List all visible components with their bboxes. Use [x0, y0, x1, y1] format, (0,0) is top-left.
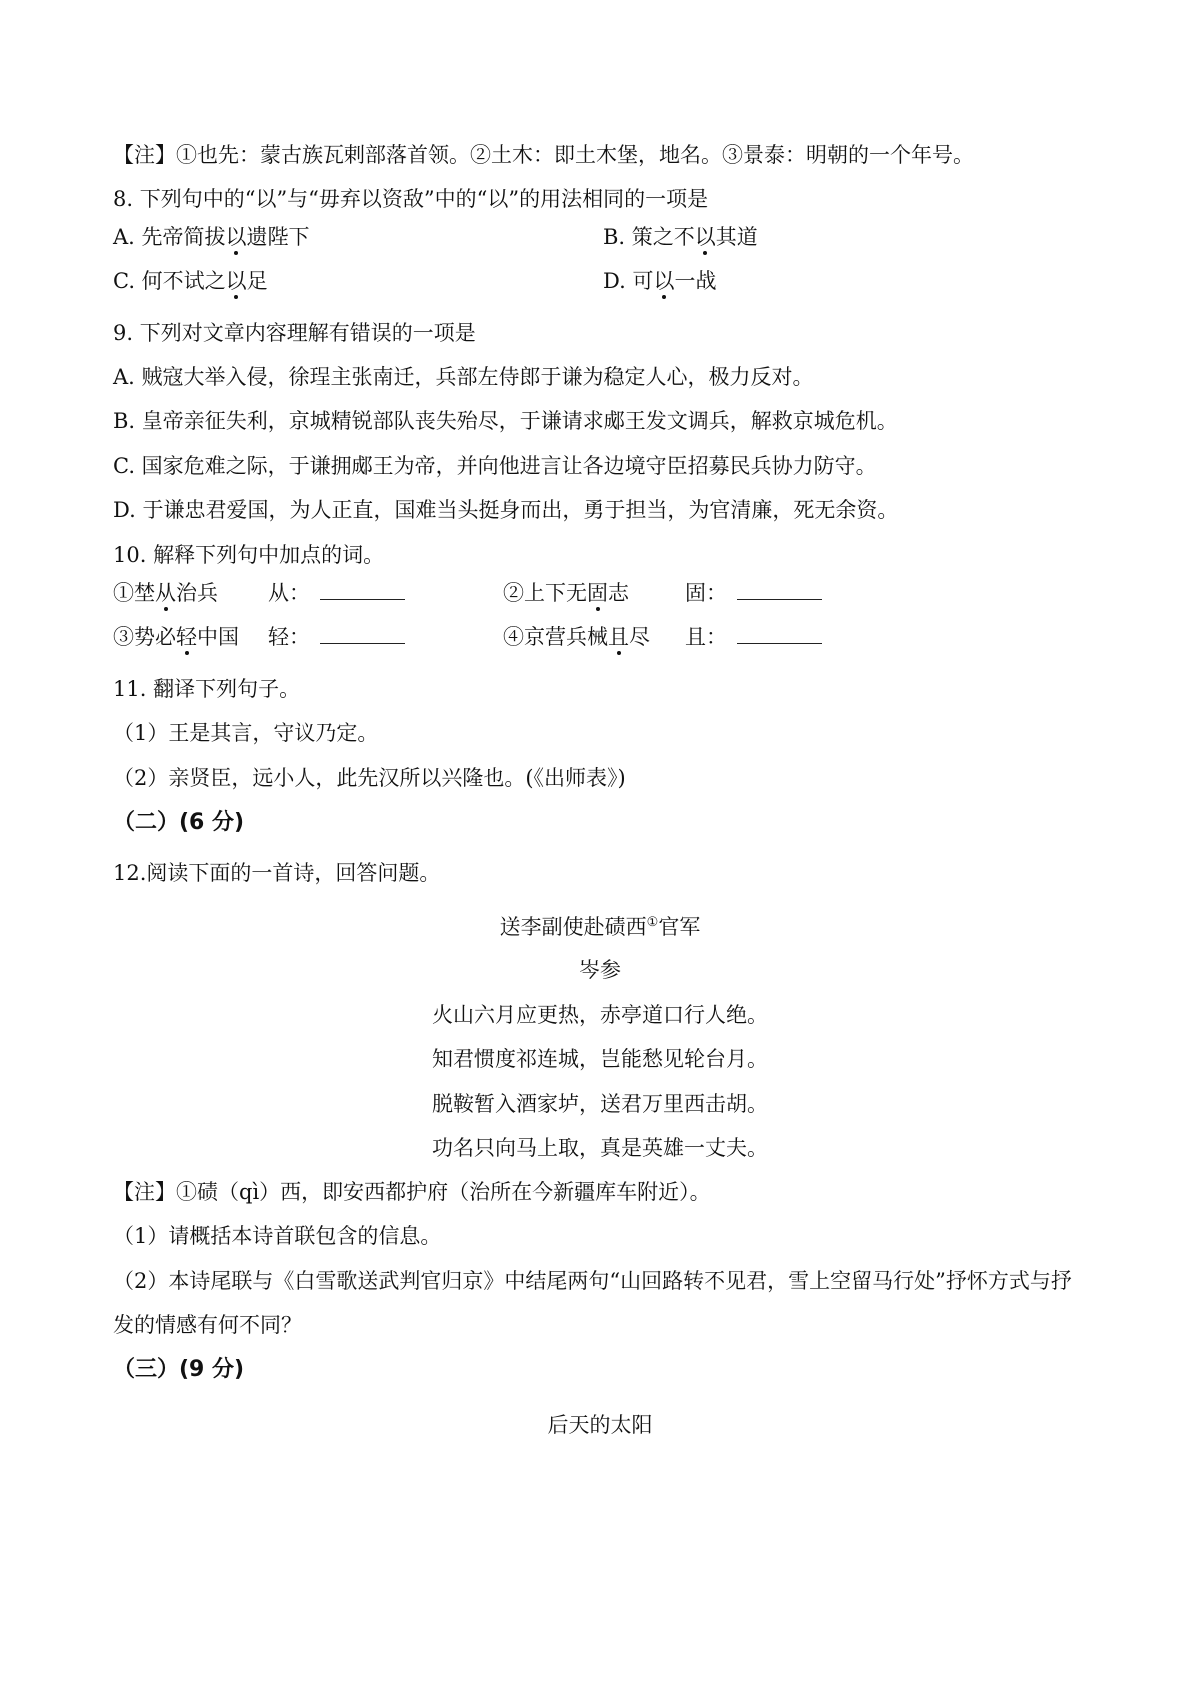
- answer-blank[interactable]: [320, 623, 405, 644]
- q10-answer-2: 固：: [685, 578, 822, 608]
- q11-sentence-1: （1）王是其言，守议乃定。: [113, 721, 379, 745]
- q9-option-d: D. 于谦忠君爱国，为人正直，国难当头挺身而出，勇于担当，为官清廉，死无余资。: [113, 498, 899, 522]
- poem-author: 岑参: [579, 958, 621, 982]
- poem-line-3: 脱鞍暂入酒家垆，送君万里西击胡。: [432, 1092, 768, 1116]
- poem-line-4: 功名只向马上取，真是英雄一丈夫。: [432, 1136, 768, 1160]
- answer-blank[interactable]: [737, 579, 822, 600]
- emphasis-dot-char: 轻: [176, 625, 197, 649]
- q12-subquestion-2-line-1: （2）本诗尾联与《白雪歌送武判官归京》中结尾两句“山回路转不见君，雪上空留马行处”抒怀方式与抒: [113, 1269, 1072, 1293]
- question-9-stem: 9. 下列对文章内容理解有错误的一项是: [113, 321, 476, 345]
- poem-line-1: 火山六月应更热，赤亭道口行人绝。: [432, 1003, 768, 1027]
- q8-option-b: B. 策之不以其道: [603, 225, 758, 249]
- q8-option-a: A. 先帝简拔以遗陛下: [113, 225, 310, 249]
- emphasis-dot-char: 以: [694, 225, 716, 249]
- q9-option-c: C. 国家危难之际，于谦拥郕王为帝，并向他进言让各边境守臣招募民兵协力防守。: [113, 454, 877, 478]
- annotation-note: 【注】①也先：蒙古族瓦剌部落首领。②土木：即土木堡，地名。③景泰：明朝的一个年号。: [113, 143, 974, 167]
- emphasis-dot-char: 以: [653, 269, 675, 293]
- question-12-stem: 12.阅读下面的一首诗，回答问题。: [113, 861, 441, 885]
- q10-answer-4: 且：: [685, 622, 822, 652]
- section-heading-3: （三）(9 分): [113, 1357, 245, 1382]
- q10-item-3: ③势必轻中国: [113, 625, 239, 649]
- emphasis-dot-char: 从: [155, 581, 176, 605]
- poem-title: 送李副使赴碛西①官军: [499, 915, 701, 939]
- q10-answer-3: 轻：: [268, 622, 405, 652]
- footnote-marker: ①: [646, 915, 659, 930]
- essay-title: 后天的太阳: [547, 1413, 653, 1437]
- q11-sentence-2: （2）亲贤臣，远小人，此先汉所以兴隆也。(《出师表》): [113, 766, 626, 790]
- q9-option-b: B. 皇帝亲征失利，京城精锐部队丧失殆尽，于谦请求郕王发文调兵，解救京城危机。: [113, 409, 898, 433]
- emphasis-dot-char: 固: [587, 581, 608, 605]
- q10-item-4: ④京营兵械且尽: [503, 625, 650, 649]
- q12-subquestion-1: （1）请概括本诗首联包含的信息。: [113, 1224, 442, 1248]
- q10-answer-1: 从：: [268, 578, 405, 608]
- question-10-stem: 10. 解释下列句中加点的词。: [113, 543, 385, 567]
- emphasis-dot-char: 以: [225, 269, 247, 293]
- question-11-stem: 11. 翻译下列句子。: [113, 677, 301, 701]
- q10-item-1: ①埜从治兵: [113, 581, 218, 605]
- emphasis-dot-char: 且: [608, 625, 629, 649]
- q8-option-d: D. 可以一战: [603, 269, 717, 293]
- q10-item-2: ②上下无固志: [503, 581, 629, 605]
- section-heading-2: （二）(6 分): [113, 810, 245, 835]
- q9-option-a: A. 贼寇大举入侵，徐珵主张南迁，兵部左侍郎于谦为稳定人心，极力反对。: [113, 365, 814, 389]
- answer-blank[interactable]: [737, 623, 822, 644]
- question-8-stem: 8. 下列句中的“以”与“毋弃以资敌”中的“以”的用法相同的一项是: [113, 187, 709, 211]
- poem-note: 【注】①碛（qì）西，即安西都护府（治所在今新疆库车附近）。: [113, 1180, 711, 1204]
- emphasis-dot-char: 以: [225, 225, 247, 249]
- q12-subquestion-2-line-2: 发的情感有何不同？: [113, 1313, 302, 1337]
- q8-option-c: C. 何不试之以足: [113, 269, 268, 293]
- poem-line-2: 知君惯度祁连城，岂能愁见轮台月。: [432, 1047, 768, 1071]
- answer-blank[interactable]: [320, 579, 405, 600]
